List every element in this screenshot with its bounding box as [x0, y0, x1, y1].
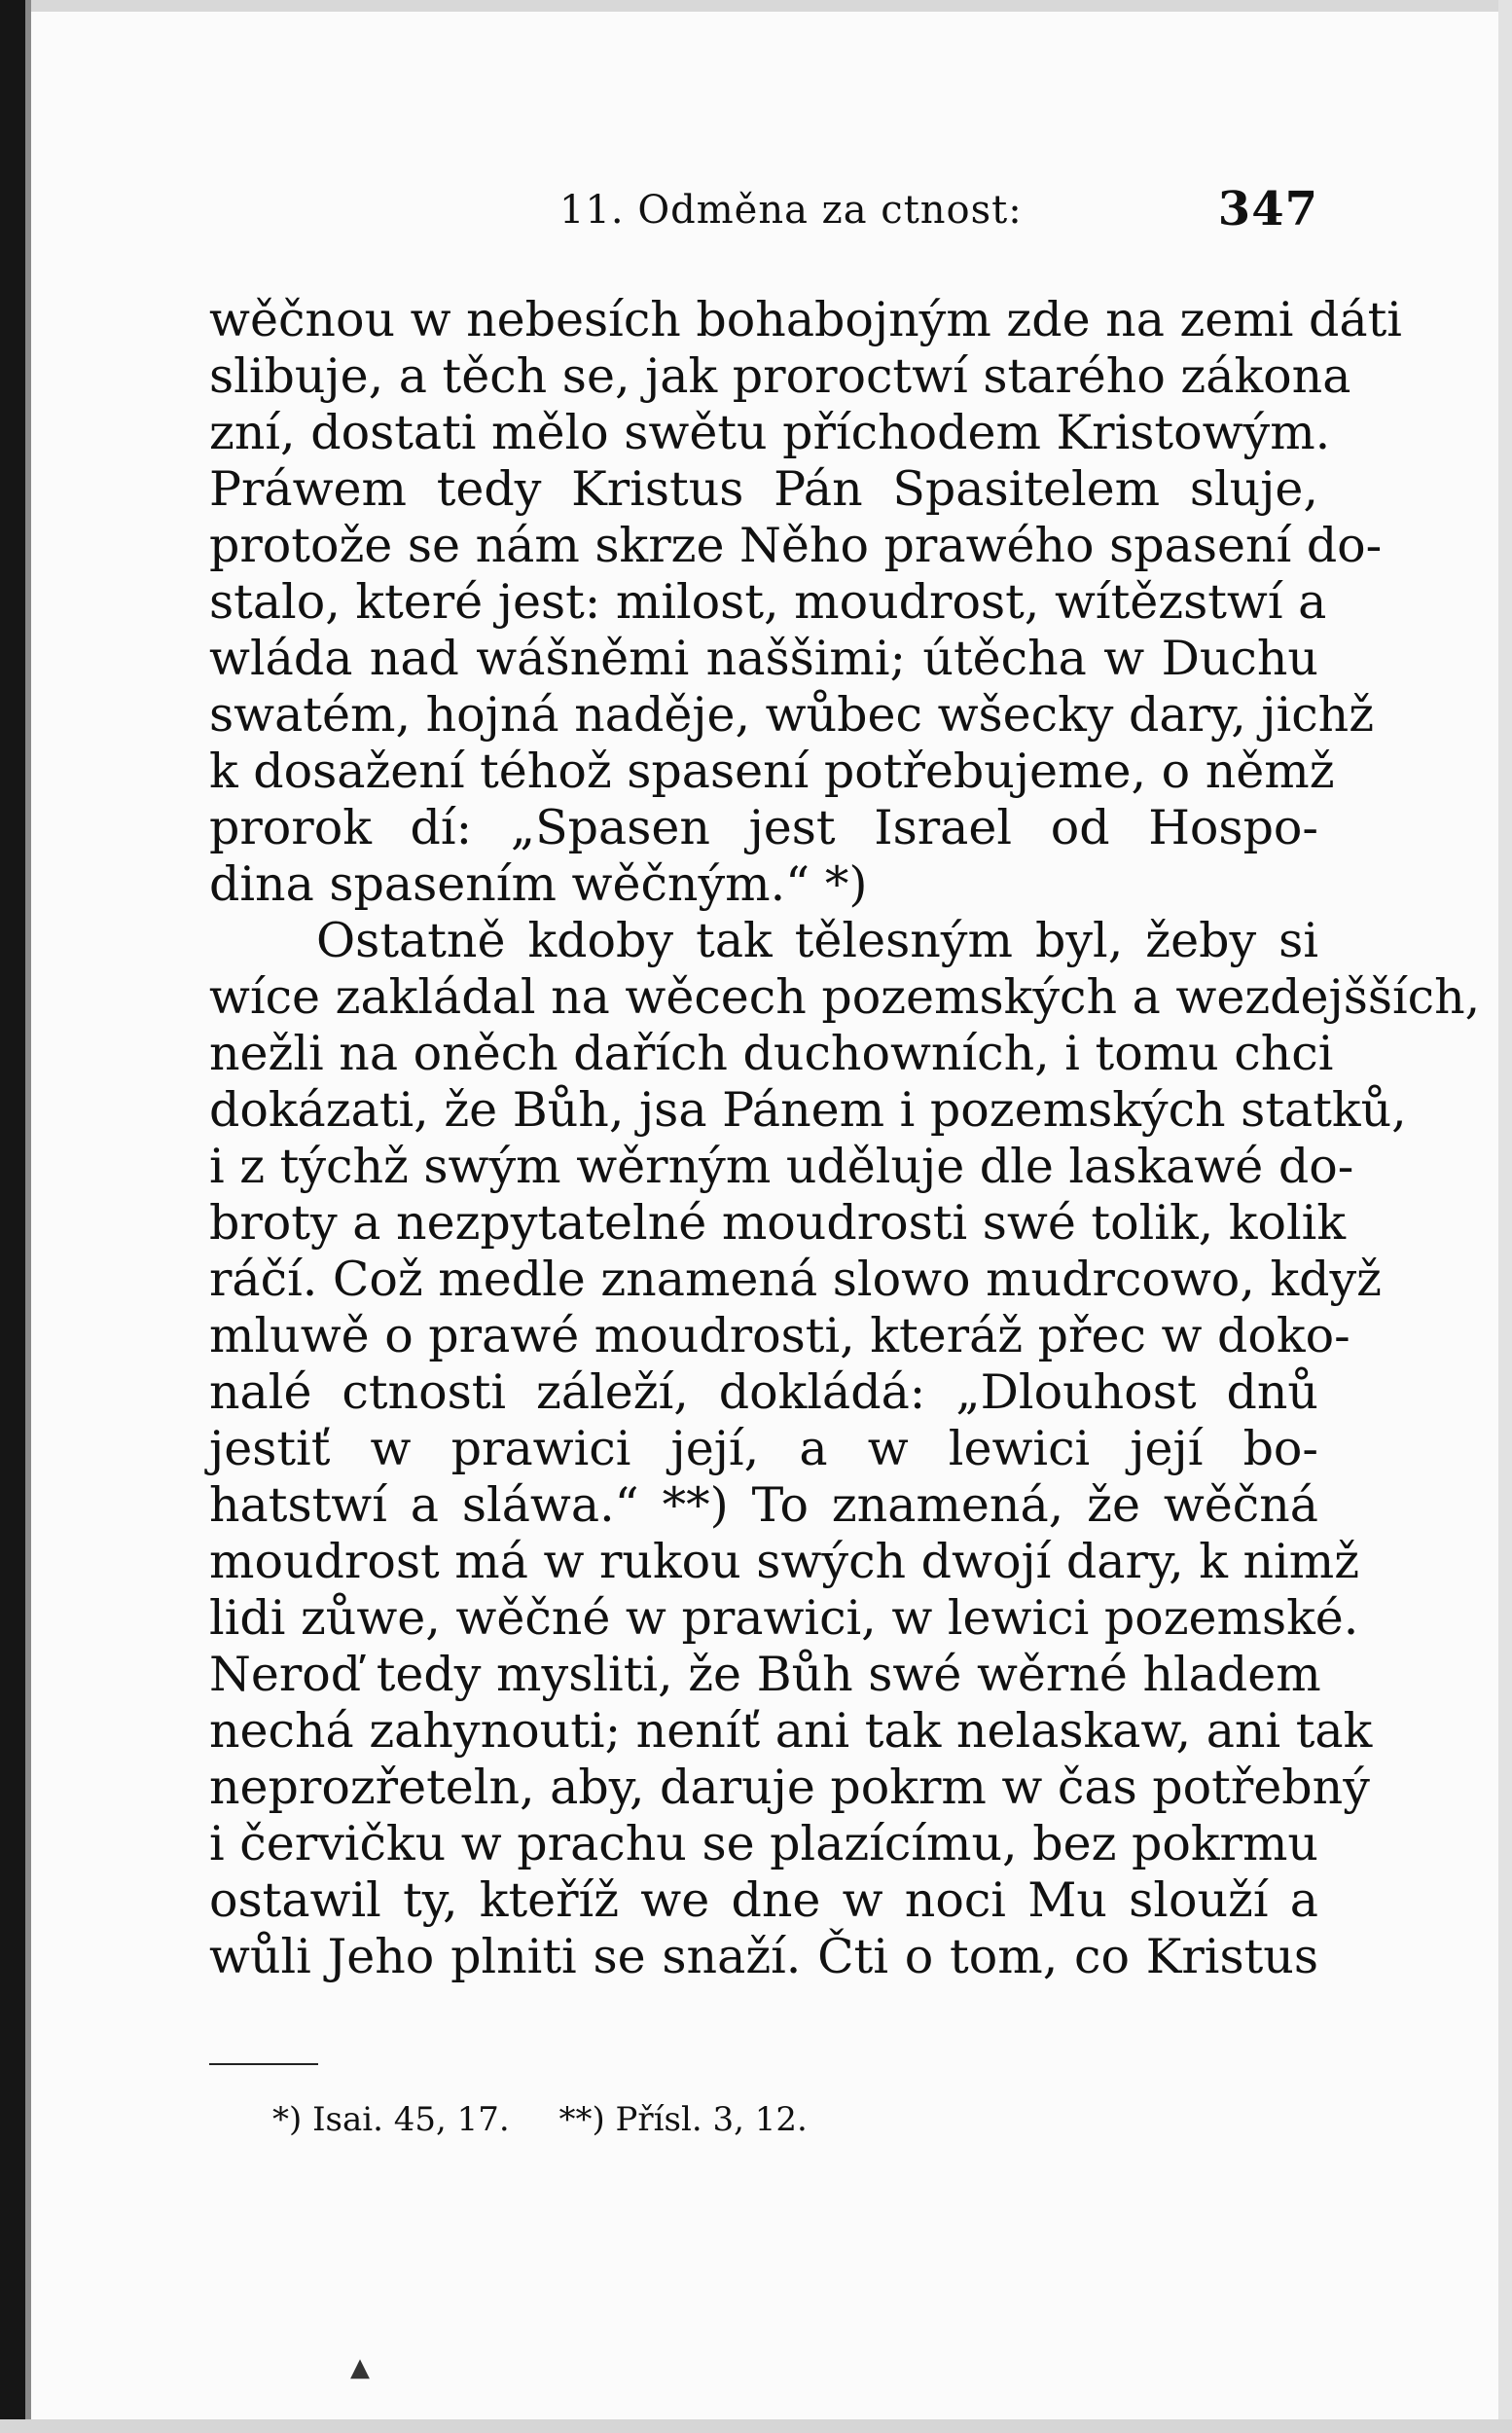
text-line: mluwě o prawé moudrosti, kteráž přec w doko- — [209, 1308, 1350, 1363]
text-line: wláda nad wášněmi naššimi; útěcha w Duchu — [209, 631, 1318, 686]
body-text — [209, 292, 1481, 1985]
page-number: 347 — [1217, 182, 1318, 236]
text-line: dina spasením wěčným.“ *) — [209, 856, 868, 912]
footnote-rule — [209, 2063, 318, 2065]
text-line: zní, dostati mělo swětu příchodem Kristowým. — [209, 405, 1331, 460]
text-line: dokázati, že Bůh, jsa Pánem i pozemských statků, — [209, 1082, 1407, 1138]
text-line: i z týchž swým wěrným uděluje dle laskawé do- — [209, 1139, 1354, 1194]
text-line: Práwem tedy Kristus Pán Spasitelem sluje, — [209, 461, 1318, 517]
text-line: broty a nezpytatelné moudrosti swé tolik, kolik — [209, 1195, 1347, 1251]
text-line: stalo, které jest: milost, moudrost, wítězstwí a — [209, 574, 1327, 630]
running-title: 11. Odměna za ctnost: — [559, 188, 1023, 233]
text-line: protože se nám skrze Něho prawého spasení do- — [209, 518, 1383, 573]
text-line: jestiť w prawici její, a w lewici její bo- — [209, 1421, 1318, 1476]
scan-edge-right — [1498, 0, 1512, 2433]
text-line: slibuje, a těch se, jak proroctwí starého zákona — [209, 348, 1351, 404]
text-line: wůli Jeho plniti se snaží. Čti o tom, co Kristus — [209, 1929, 1318, 1984]
text-line: i červičku w prachu se plazícímu, bez pokrmu — [209, 1816, 1318, 1871]
scan-edge-left — [0, 0, 25, 2433]
text-line: moudrost má w rukou swých dwojí dary, k nimž — [209, 1534, 1360, 1589]
text-line: lidi zůwe, wěčné w prawici, w lewici pozemské. — [209, 1590, 1359, 1646]
text-line: ostawil ty, kteříž we dne w noci Mu slouží a — [209, 1872, 1318, 1928]
text-line: k dosažení téhož spasení potřebujeme, o němž — [209, 744, 1335, 799]
footnote: *) Isai. 45, 17. — [272, 2100, 510, 2139]
scan-edge-left-shadow — [25, 0, 31, 2433]
text-line: wěčnou w nebesích bohabojným zde na zemi dáti — [209, 292, 1402, 347]
page-header — [209, 180, 1318, 248]
footnote: **) Přísl. 3, 12. — [558, 2100, 808, 2139]
text-line: nežli na oněch dařích duchowních, i tomu chci — [209, 1026, 1334, 1081]
scan-speck: ▲ — [350, 2353, 370, 2382]
text-line: neprozřeteln, aby, daruje pokrm w čas potřebný — [209, 1760, 1370, 1815]
text-line: wíce zakládal na wěcech pozemských a wezdejšších, — [209, 969, 1481, 1025]
text-line: swatém, hojná naděje, wůbec wšecky dary, jichž — [209, 687, 1375, 743]
text-line: Neroď tedy mysliti, že Bůh swé wěrné hladem — [209, 1647, 1321, 1702]
footnotes — [272, 2100, 846, 2139]
text-line: nalé ctnosti záleží, dokládá: „Dlouhost dnů — [209, 1364, 1318, 1420]
text-line-paragraph-start: Ostatně kdoby tak tělesným byl, žeby si — [316, 913, 1318, 968]
text-line: ráčí. Což medle znamená slowo mudrcowo, když — [209, 1252, 1382, 1307]
text-line: nechá zahynouti; neníť ani tak nelaskaw, ani tak — [209, 1703, 1373, 1759]
text-line: prorok dí: „Spasen jest Israel od Hospo- — [209, 800, 1318, 855]
scan-edge-bottom — [0, 2419, 1512, 2433]
text-line: hatstwí a sláwa.“ **) To znamená, že wěčná — [209, 1477, 1318, 1533]
scan-edge-top — [0, 0, 1512, 12]
